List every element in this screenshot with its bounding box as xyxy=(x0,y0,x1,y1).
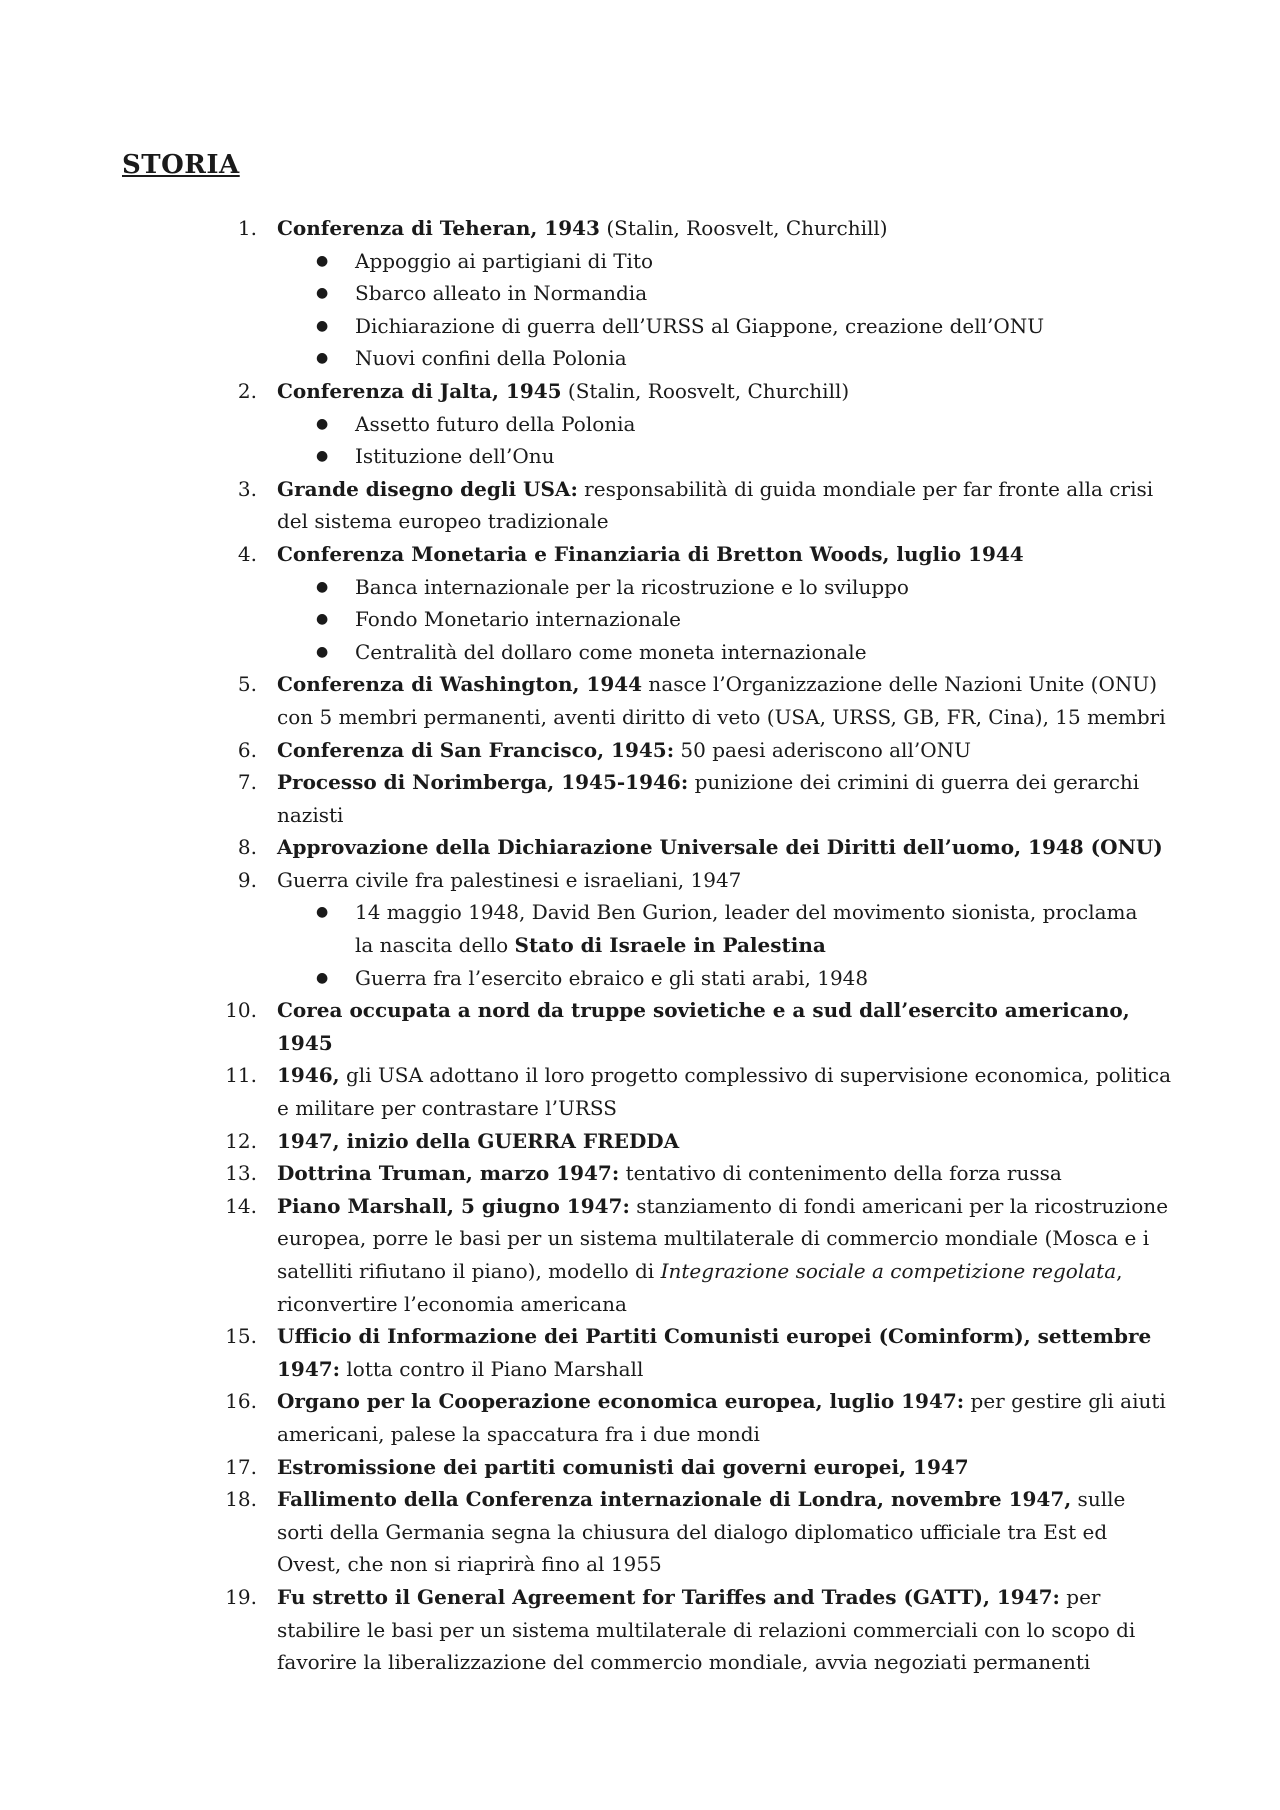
item-number: 4. xyxy=(237,541,257,566)
item-heading: Conferenza Monetaria e Finanziaria di Bretton Woods, luglio 1944 xyxy=(277,541,1024,566)
sub-item xyxy=(0,962,1155,995)
item-text: 50 paesi aderiscono all’ONU xyxy=(674,737,971,762)
item-heading: Dottrina Truman, marzo 1947: xyxy=(277,1161,620,1186)
item-number: 5. xyxy=(237,672,257,697)
item-heading: Processo di Norimberga, 1945-1946: xyxy=(277,770,689,795)
sub-item xyxy=(0,342,1155,375)
item-italic: Integrazione sociale a competizione regolata xyxy=(660,1259,1117,1283)
sub-item-text: Fondo Monetario internazionale xyxy=(355,607,681,632)
item-number: 1. xyxy=(237,216,257,240)
item-number: 18. xyxy=(225,1487,257,1512)
list-item xyxy=(0,538,1177,571)
bullet-icon: ● xyxy=(316,643,329,660)
item-text: nasce l’Organizzazione delle Nazioni Unite (ONU) con 5 membri permanenti, aventi diritto di veto (USA, URSS, GB, FR, Cina), 15 membri xyxy=(277,672,1166,729)
bullet-icon: ● xyxy=(316,252,329,269)
item-text: punizione dei crimini di guerra dei gerarchi nazisti xyxy=(277,770,1140,827)
item-number: 16. xyxy=(225,1389,257,1414)
list-item xyxy=(0,1483,1177,1581)
list-item xyxy=(0,375,1177,408)
item-text: responsabilità di guida mondiale per far fronte alla crisi del sistema europeo tradizionale xyxy=(277,476,1154,534)
item-heading: Conferenza di Teheran, 1943 xyxy=(277,216,600,240)
item-text: sulle sorti della Germania segna la chiusura del dialogo diplomatico ufficiale tra Est ed Ovest, che non si riaprirà fino al 1955 xyxy=(277,1487,1126,1577)
list-item xyxy=(0,1059,1177,1124)
list-item xyxy=(0,994,1177,1059)
item-tail: , riconvertire l’economia americana xyxy=(277,1259,1123,1316)
item-number: 12. xyxy=(225,1128,257,1153)
item-text: (Stalin, Roosvelt, Churchill) xyxy=(599,216,888,240)
item-number: 6. xyxy=(237,737,257,762)
list-item xyxy=(0,1451,1177,1484)
list-item xyxy=(0,212,1177,245)
sub-item-text: Guerra fra l’esercito ebraico e gli stati arabi, 1948 xyxy=(355,965,869,990)
bullet-icon: ● xyxy=(316,611,329,628)
sub-item xyxy=(0,440,1155,473)
list-item xyxy=(0,831,1177,864)
item-text: (Stalin, Roosvelt, Churchill) xyxy=(561,378,850,403)
item-heading: Estromissione dei partiti comunisti dai governi europei, 1947 xyxy=(277,1454,969,1479)
page-title: STORIA xyxy=(122,150,240,180)
item-heading: Corea occupata a nord da truppe sovietiche e a sud dall’esercito americano, 1945 xyxy=(277,998,1130,1055)
list-item xyxy=(0,766,1177,831)
sub-item-text: Nuovi confini della Polonia xyxy=(355,346,627,371)
list-item xyxy=(0,1157,1177,1190)
sub-item-text: Banca internazionale per la ricostruzione e lo sviluppo xyxy=(355,574,909,599)
sub-item xyxy=(0,603,1155,636)
item-number: 11. xyxy=(225,1063,257,1088)
list-item xyxy=(0,1320,1177,1385)
sub-item-text: Istituzione dell’Onu xyxy=(355,444,555,469)
bullet-icon: ● xyxy=(316,415,329,432)
item-number: 14. xyxy=(225,1193,257,1218)
item-heading: 1946, xyxy=(277,1063,340,1088)
item-text: Guerra civile fra palestinesi e israeliani, 1947 xyxy=(277,867,742,892)
bullet-icon: ● xyxy=(316,904,329,921)
sub-item-text: Appoggio ai partigiani di Tito xyxy=(355,248,654,273)
item-heading: Approvazione della Dichiarazione Universale dei Diritti dell’uomo, 1948 (ONU) xyxy=(277,835,1163,860)
item-number: 15. xyxy=(225,1324,257,1349)
item-heading: Grande disegno degli USA: xyxy=(277,476,578,501)
sub-item xyxy=(0,245,1155,278)
list-item xyxy=(0,1190,1177,1320)
list-item xyxy=(0,473,1177,538)
list-item xyxy=(0,668,1177,733)
item-heading: Piano Marshall, 5 giugno 1947: xyxy=(277,1193,630,1218)
item-heading: Conferenza di San Francisco, 1945: xyxy=(277,737,675,762)
item-number: 19. xyxy=(225,1584,257,1609)
bullet-icon: ● xyxy=(316,578,329,595)
list-item xyxy=(0,1385,1177,1450)
sub-item-text: Dichiarazione di guerra dell’URSS al Giappone, creazione dell’ONU xyxy=(355,313,1045,338)
item-number: 13. xyxy=(225,1161,257,1186)
item-text: per stabilire le basi per un sistema multilaterale di relazioni commerciali con lo scopo di favorire la liberalizzazione del commercio mondiale, avvia negoziati permanenti xyxy=(277,1584,1136,1675)
item-number: 17. xyxy=(225,1454,257,1479)
sub-item-text: 14 maggio 1948, David Ben Gurion, leader del movimento sionista, proclama la nascita dello xyxy=(355,900,1138,958)
item-heading: Conferenza di Jalta, 1945 xyxy=(277,378,562,403)
sub-item xyxy=(0,310,1155,343)
item-heading: Organo per la Cooperazione economica europea, luglio 1947: xyxy=(277,1389,965,1414)
sub-item-text: Assetto futuro della Polonia xyxy=(355,411,636,436)
item-heading: Conferenza di Washington, 1944 xyxy=(277,672,643,697)
item-number: 8. xyxy=(237,835,257,860)
sub-item xyxy=(0,896,1155,961)
sub-item xyxy=(0,277,1155,310)
item-number: 10. xyxy=(225,998,257,1023)
item-heading: Fu stretto il General Agreement for Tariffes and Trades (GATT), 1947: xyxy=(277,1584,1060,1609)
item-number: 9. xyxy=(237,867,257,892)
item-number: 7. xyxy=(237,770,257,795)
item-heading: 1947, inizio della GUERRA FREDDA xyxy=(277,1128,680,1153)
item-heading: Fallimento della Conferenza internazionale di Londra, novembre 1947, xyxy=(277,1487,1072,1512)
list-item xyxy=(0,864,1177,897)
item-text: tentativo di contenimento della forza russa xyxy=(619,1161,1062,1186)
item-text: per gestire gli aiuti americani, palese la spaccatura fra i due mondi xyxy=(277,1389,1166,1446)
sub-item xyxy=(0,636,1155,669)
list-item xyxy=(0,734,1177,767)
bullet-icon: ● xyxy=(316,317,329,334)
sub-item xyxy=(0,408,1155,441)
item-text: lotta contro il Piano Marshall xyxy=(340,1356,644,1381)
sub-item-text: Sbarco alleato in Normandia xyxy=(355,281,648,306)
sub-item xyxy=(0,571,1155,604)
sub-item-text: Centralità del dollaro come moneta internazionale xyxy=(355,639,867,664)
item-number: 3. xyxy=(237,476,257,501)
bullet-icon: ● xyxy=(316,969,329,986)
bullet-icon: ● xyxy=(316,285,329,302)
numbered-list xyxy=(0,212,1280,1679)
item-text: stanziamento di fondi americani per la ricostruzione europea, porre le basi per un sistema multilaterale di commercio mondiale (Mosca e i satelliti rifiutano il piano), modello di xyxy=(277,1193,1169,1283)
item-heading: Ufficio di Informazione dei Partiti Comunisti europei (Cominform), settembre 1947: xyxy=(277,1324,1152,1381)
bullet-icon: ● xyxy=(316,448,329,465)
list-item xyxy=(0,1125,1177,1158)
sub-item-bold: Stato di Israele in Palestina xyxy=(514,933,826,958)
bullet-icon: ● xyxy=(316,350,329,367)
item-text: gli USA adottano il loro progetto complessivo di supervisione economica, politica e militare per contrastare l’URSS xyxy=(277,1063,1172,1121)
item-number: 2. xyxy=(237,378,257,403)
list-item xyxy=(0,1581,1177,1679)
